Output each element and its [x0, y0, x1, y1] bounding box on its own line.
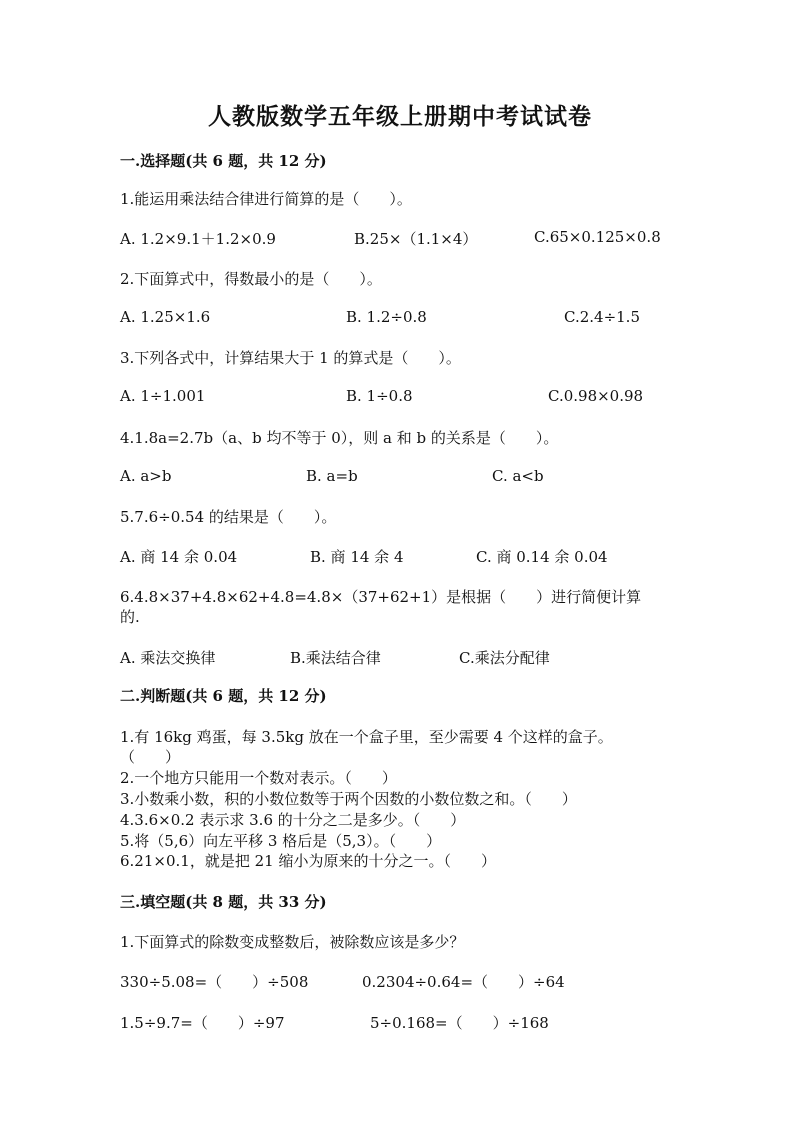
option-c: C. 商 0.14 余 0.04 — [476, 548, 608, 566]
section-heading-choice: 一.选择题(共 6 题，共 12 分) — [120, 152, 327, 170]
fill-expression: 0.2304÷0.64=（ ）÷64 — [362, 973, 565, 991]
fill-expression: 330÷5.08=（ ）÷508 — [120, 973, 309, 991]
option-a: A. 商 14 余 0.04 — [120, 548, 238, 566]
page-title: 人教版数学五年级上册期中考试试卷 — [208, 103, 592, 130]
fill-expression: 1.5÷9.7=（ ）÷97 — [120, 1014, 285, 1032]
option-c: C.2.4÷1.5 — [564, 308, 640, 326]
option-a: A. a>b — [120, 467, 172, 485]
question-stem: 3.下列各式中，计算结果大于 1 的算式是（ ）。 — [120, 349, 461, 367]
question-stem: 2.下面算式中，得数最小的是（ ）。 — [120, 270, 382, 288]
section-heading-fill: 三.填空题(共 8 题，共 33 分) — [120, 893, 327, 911]
judge-item: 2.一个地方只能用一个数对表示。（ ） — [120, 769, 397, 787]
option-b: B.25×（1.1×4） — [354, 230, 478, 248]
judge-item: 6.21×0.1，就是把 21 缩小为原来的十分之一。（ ） — [120, 852, 496, 870]
option-b: B. 商 14 余 4 — [310, 548, 404, 566]
question-stem: 5.7.6÷0.54 的结果是（ ）。 — [120, 508, 337, 526]
judge-item: 3.小数乘小数，积的小数位数等于两个因数的小数位数之和。（ ） — [120, 790, 577, 808]
option-c: C.0.98×0.98 — [548, 387, 644, 405]
section-heading-judge: 二.判断题(共 6 题，共 12 分) — [120, 687, 327, 705]
option-a: A. 1.25×1.6 — [120, 308, 211, 326]
question-stem: 4.1.8a=2.7b（a、b 均不等于 0），则 a 和 b 的关系是（ ）。 — [120, 429, 559, 447]
fill-expression: 5÷0.168=（ ）÷168 — [370, 1014, 549, 1032]
option-b: B. 1.2÷0.8 — [346, 308, 427, 326]
question-stem: 1.下面算式的除数变成整数后，被除数应该是多少？ — [120, 933, 465, 951]
option-c: C. a<b — [492, 467, 544, 485]
option-a: A. 1÷1.001 — [120, 387, 206, 405]
option-b: B.乘法结合律 — [290, 649, 381, 667]
judge-item-blank: （ ） — [120, 748, 181, 766]
judge-item: 4.3.6×0.2 表示求 3.6 的十分之二是多少。（ ） — [120, 811, 466, 829]
option-b: B. 1÷0.8 — [346, 387, 413, 405]
judge-item: 1.有 16kg 鸡蛋，每 3.5kg 放在一个盒子里，至少需要 4 个这样的盒子。 — [120, 728, 613, 746]
option-b: B. a=b — [306, 467, 358, 485]
option-a: A. 乘法交换律 — [120, 649, 216, 667]
question-stem: 1.能运用乘法结合律进行简算的是（ ）。 — [120, 190, 412, 208]
option-c: C.乘法分配律 — [459, 649, 550, 667]
option-c: C.65×0.125×0.8 — [534, 228, 661, 246]
question-stem-continued: 的. — [120, 608, 140, 626]
question-stem: 6.4.8×37+4.8×62+4.8=4.8×（37+62+1）是根据（ ）进行简便计算 — [120, 588, 642, 606]
option-a: A. 1.2×9.1＋1.2×0.9 — [120, 230, 276, 248]
judge-item: 5.将（5,6）向左平移 3 格后是（5,3）。（ ） — [120, 832, 442, 850]
